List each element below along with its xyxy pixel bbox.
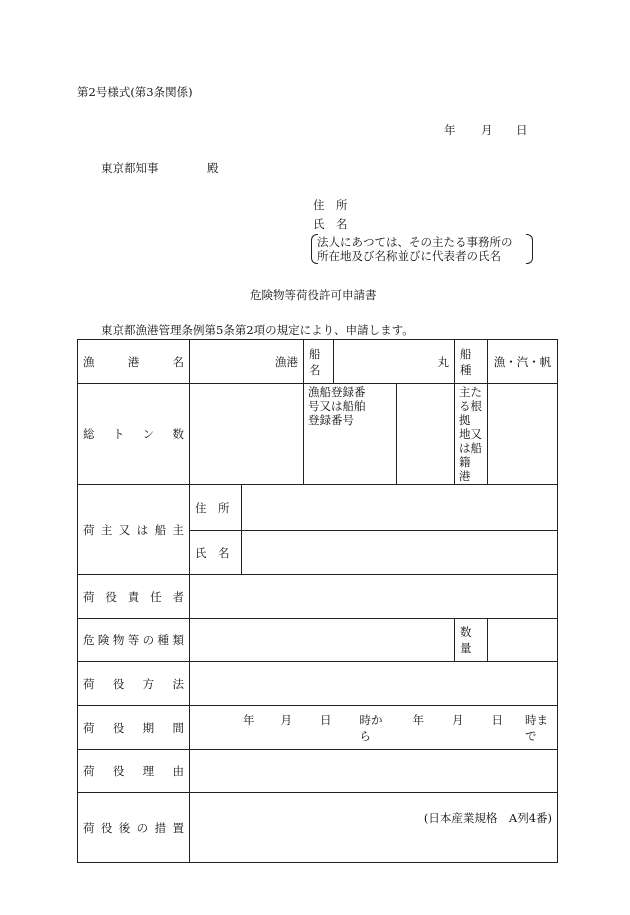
ship-type-field[interactable]: 漁・汽・帆: [488, 340, 558, 384]
table-row: [78, 706, 558, 750]
table-row: [78, 619, 558, 662]
applicant-name-label: 氏 名: [313, 217, 348, 231]
fishing-port-field[interactable]: 漁港: [190, 340, 304, 384]
after-measures-field[interactable]: [190, 793, 558, 863]
table-row: [78, 384, 558, 485]
manager-label: 荷 役 責 任 者: [78, 575, 190, 619]
cargo-owner-label: 荷 主 又 は 船 主: [78, 485, 190, 575]
fishing-port-label: 漁 港 名: [78, 340, 190, 384]
home-port-label: 主たる根拠 地又は船籍 港: [455, 384, 488, 485]
form-number: 第2号様式(第3条関係): [77, 85, 193, 99]
date-month-label: 月: [481, 123, 493, 137]
honorific: 殿: [207, 161, 219, 175]
dangerous-goods-field[interactable]: [190, 619, 455, 662]
table-row: [78, 793, 558, 863]
table-row: [78, 340, 558, 384]
applicant-address-label: 住 所: [313, 198, 348, 212]
paper-size-note: (日本産業規格 A列4番): [423, 811, 552, 825]
cargo-owner-name-label: 氏 名: [190, 531, 242, 575]
application-table: [77, 339, 558, 863]
date-year-label: 年: [444, 123, 456, 137]
intro-text: 東京都漁港管理条例第5条第2項の規定により、申請します。: [101, 323, 414, 337]
document-title: 危険物等荷役許可申請書: [250, 288, 377, 302]
period-field[interactable]: 年 月 日 時から 年 月 日 時まで: [190, 706, 558, 750]
applicant-note-line1: 法人にあつては、その主たる事務所の: [317, 235, 513, 249]
bracket-right: [526, 234, 533, 264]
method-label: 荷 役 方 法: [78, 662, 190, 706]
cargo-owner-address-field[interactable]: [242, 485, 558, 531]
cargo-owner-address-label: 住 所: [190, 485, 242, 531]
tonnage-label: 総 ト ン 数: [78, 384, 190, 485]
date-day-label: 日: [516, 123, 528, 137]
method-field[interactable]: [190, 662, 558, 706]
ship-type-label: 船種: [455, 340, 488, 384]
addressee: 東京都知事: [101, 161, 159, 175]
quantity-field[interactable]: [488, 619, 558, 662]
applicant-note-line2: 所在地及び名称並びに代表者の氏名: [317, 249, 501, 263]
tonnage-field[interactable]: [190, 384, 304, 485]
ship-name-label: 船名: [304, 340, 334, 384]
dangerous-goods-label: 危 険 物 等 の 種 類: [78, 619, 190, 662]
table-row: [78, 750, 558, 793]
reason-label: 荷 役 理 由: [78, 750, 190, 793]
table-row: [78, 485, 558, 531]
after-measures-label: 荷 役 後 の 措 置: [78, 793, 190, 863]
reason-field[interactable]: [190, 750, 558, 793]
manager-field[interactable]: [190, 575, 558, 619]
table-row: [78, 575, 558, 619]
quantity-label: 数量: [455, 619, 488, 662]
registration-field[interactable]: [397, 384, 455, 485]
cargo-owner-name-field[interactable]: [242, 531, 558, 575]
applicant-note: [311, 234, 533, 264]
ship-name-field[interactable]: 丸: [334, 340, 455, 384]
table-row: [78, 662, 558, 706]
period-label: 荷 役 期 間: [78, 706, 190, 750]
home-port-field[interactable]: [488, 384, 558, 485]
registration-label: 漁船登録番 号又は船舶 登録番号: [304, 384, 397, 485]
